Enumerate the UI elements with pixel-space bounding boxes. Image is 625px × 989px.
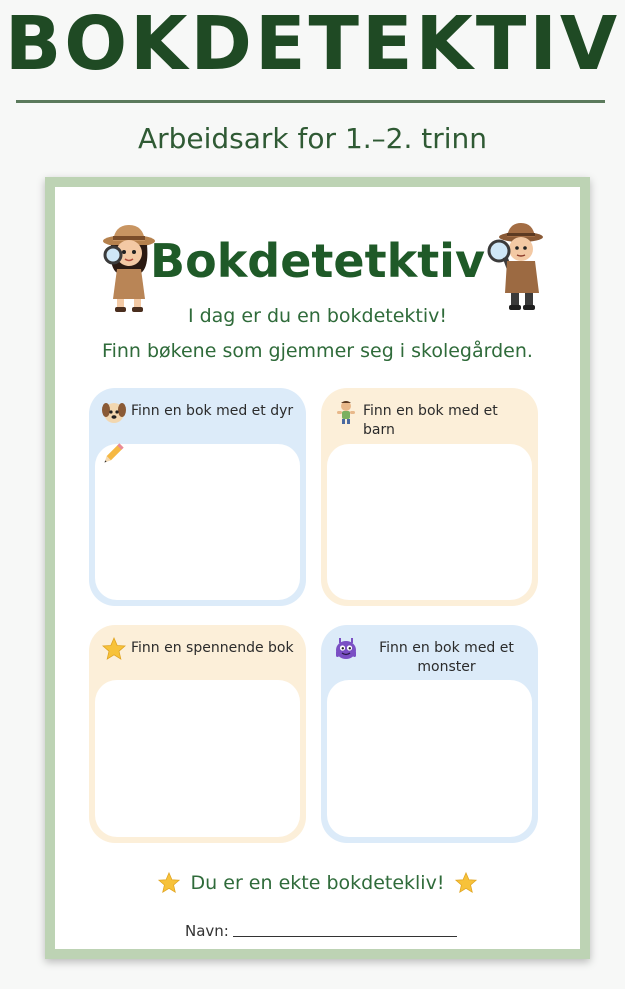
worksheet (55, 187, 580, 949)
monster-icon (333, 636, 359, 662)
footer-text: Du er en ekte bokdetekliv! (190, 872, 445, 894)
worksheet-heading: Bokdetetktiv (150, 234, 485, 288)
find-box-exciting (89, 625, 306, 843)
star-icon (101, 636, 127, 662)
intro-line-2: Finn bøkene som gjemmer seg i skolegården. (102, 340, 533, 362)
boy-detective-icon (485, 221, 549, 313)
answer-area-child[interactable] (327, 444, 532, 600)
find-box-animal (89, 388, 306, 606)
page-subtitle: Arbeidsark for 1.–2. trinn (137, 122, 488, 155)
intro-line-1: I dag er du en bokdetektiv! (187, 305, 448, 327)
find-box-child-label: Finn en bok med et barn (363, 403, 498, 438)
answer-area-exciting[interactable] (95, 680, 300, 837)
worksheet-frame (45, 177, 590, 959)
star-icon (157, 871, 181, 895)
child-icon (333, 399, 359, 425)
find-box-monster (321, 625, 538, 843)
page-title: BOKDETEKTIV (4, 1, 621, 87)
find-box-exciting-label: Finn en spennende bok (131, 640, 294, 656)
dog-icon (101, 399, 127, 425)
name-field (185, 922, 457, 940)
star-icon (454, 871, 478, 895)
pencil-icon (99, 440, 127, 468)
find-box-monster-label: Finn en bok med et monster (379, 640, 514, 675)
name-label: Navn: (185, 922, 229, 940)
title-divider (16, 100, 605, 103)
find-box-child (321, 388, 538, 606)
find-box-animal-label: Finn en bok med et dyr (131, 403, 294, 419)
footer-message (55, 871, 580, 895)
name-input-line[interactable] (233, 936, 457, 937)
answer-area-monster[interactable] (327, 680, 532, 837)
